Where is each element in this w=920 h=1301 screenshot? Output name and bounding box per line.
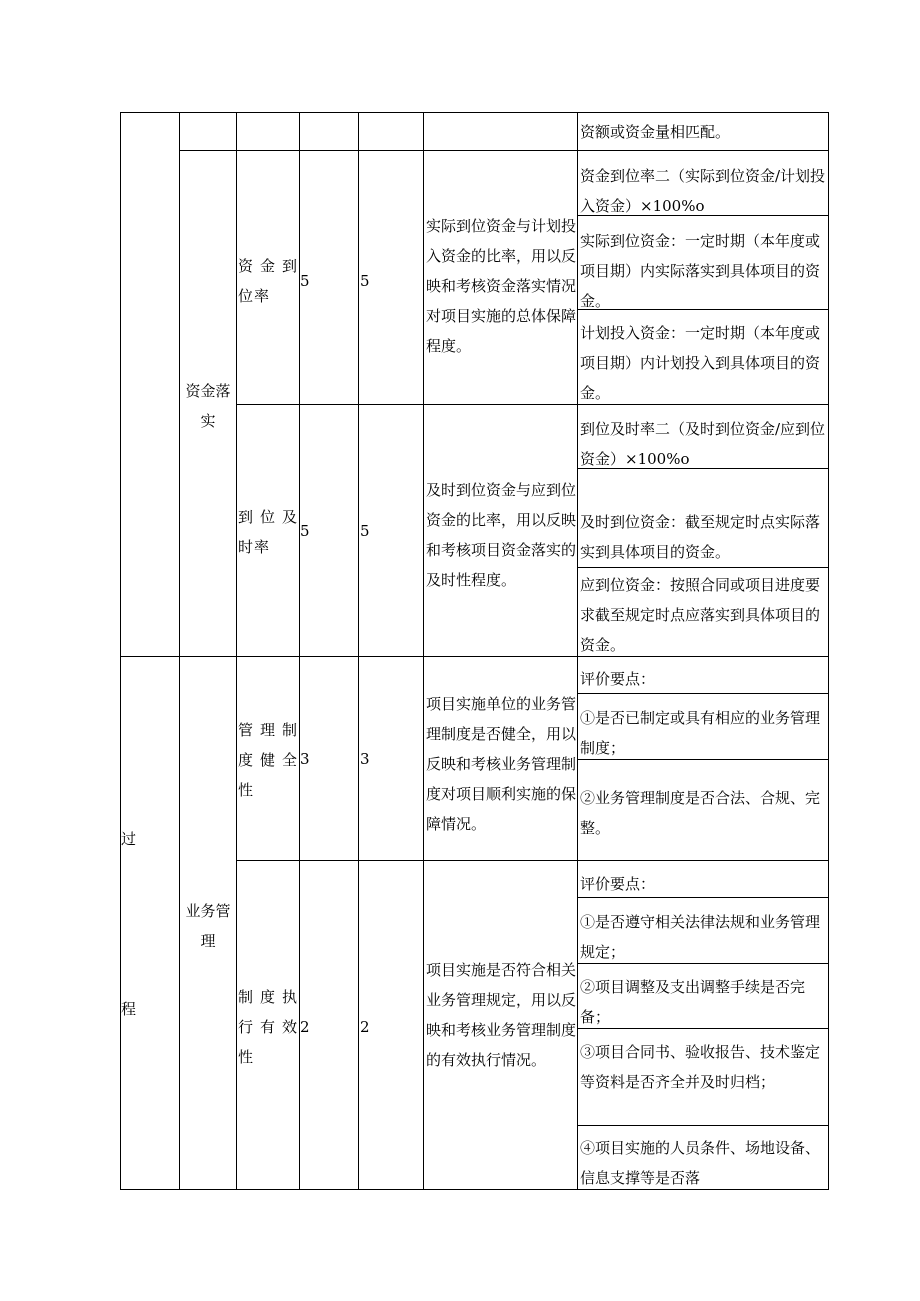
criteria-cell: 评价要点： xyxy=(580,670,656,688)
indicator-explanation: 及时到位资金与应到位资金的比率，用以反映和考核项目资金落实的及时性程度。 xyxy=(426,481,577,589)
indicator-score: 3 xyxy=(360,750,370,768)
level2-indicator: 资金落实 xyxy=(185,382,231,430)
table-border xyxy=(179,150,829,151)
criteria-cell: ②项目调整及支出调整手续是否完备； xyxy=(580,978,806,1026)
indicator-explanation: 项目实施单位的业务管理制度是否健全，用以反映和考核业务管理制度对项目顺利实施的保障情况。 xyxy=(426,695,577,833)
indicator-weight: 5 xyxy=(300,522,310,540)
indicator-explanation: 实际到位资金与计划投入资金的比率，用以反映和考核资金落实情况对项目实施的总体保障程度。 xyxy=(426,217,577,355)
indicator-name: 资金到位率 xyxy=(238,257,298,305)
criteria-cell: 计划投入资金：一定时期（本年度或项目期）内计划投入到具体项目的资金。 xyxy=(580,324,821,402)
indicator-weight: 3 xyxy=(300,750,310,768)
table-border xyxy=(120,112,829,113)
indicator-score: 5 xyxy=(360,522,370,540)
stage-label: 过 xyxy=(121,830,137,848)
indicator-name: 管理制度健全性 xyxy=(238,721,298,799)
table-border xyxy=(179,112,180,1190)
indicator-name: 到位及时率 xyxy=(238,508,298,556)
indicator-score: 2 xyxy=(360,1018,370,1036)
table-border xyxy=(236,112,237,1190)
table-border xyxy=(423,112,424,1190)
criteria-cell: 实际到位资金：一定时期（本年度或项目期）内实际落实到具体项目的资金。 xyxy=(580,232,821,310)
criteria-cell: 资额或资金量相匹配。 xyxy=(580,123,731,141)
criteria-cell: ③项目合同书、验收报告、技术鉴定等资料是否齐全并及时归档； xyxy=(580,1043,821,1091)
stage-label: 程 xyxy=(121,1000,137,1018)
criteria-cell: ①是否已制定或具有相应的业务管理制度； xyxy=(580,709,821,757)
criteria-cell: 资金到位率二（实际到位资金/计划投入资金）×100%o xyxy=(580,167,826,215)
table-border xyxy=(577,1125,829,1126)
criteria-cell: 评价要点： xyxy=(580,875,656,893)
indicator-weight: 5 xyxy=(300,272,310,290)
table-border xyxy=(120,112,121,1190)
criteria-cell: 应到位资金：按照合同或项目进度要求截至规定时点应落实到具体项目的资金。 xyxy=(580,576,821,654)
table-border xyxy=(236,860,829,861)
indicator-weight: 2 xyxy=(300,1018,310,1036)
criteria-cell: ②业务管理制度是否合法、合规、完整。 xyxy=(580,789,821,837)
indicator-explanation: 项目实施是否符合相关业务管理规定，用以反映和考核业务管理制度的有效执行情况。 xyxy=(426,961,577,1069)
indicator-score: 5 xyxy=(360,272,370,290)
table-border xyxy=(358,112,359,1190)
indicator-name: 制度执行有效性 xyxy=(238,988,298,1066)
table-border xyxy=(577,567,829,568)
level2-indicator: 业务管理 xyxy=(185,902,231,950)
criteria-cell: ①是否遵守相关法律法规和业务管理规定； xyxy=(580,913,821,961)
criteria-cell: ④项目实施的人员条件、场地设备、信息支撑等是否落 xyxy=(580,1139,821,1187)
criteria-cell: 及时到位资金：截至规定时点实际落实到具体项目的资金。 xyxy=(580,513,821,561)
criteria-cell: 到位及时率二（及时到位资金/应到位资金）×100%o xyxy=(580,420,826,468)
